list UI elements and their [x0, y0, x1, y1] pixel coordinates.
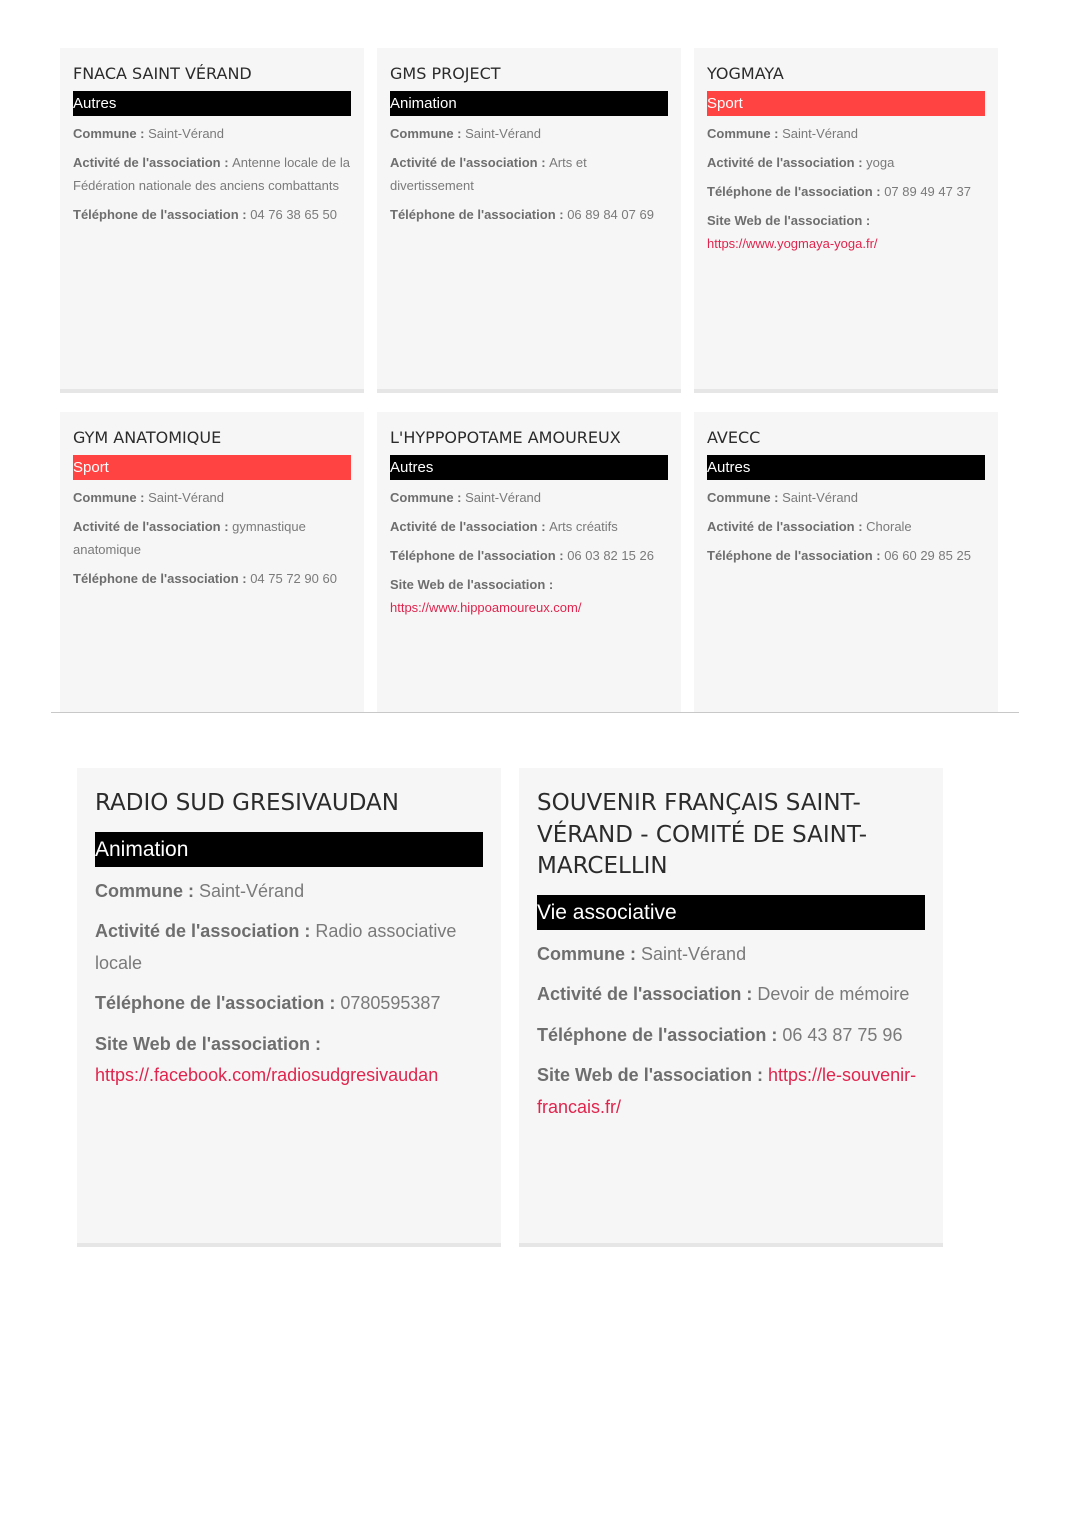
association-card — [77, 768, 501, 1247]
phone-field: Téléphone de l'association : 04 76 38 65 50 — [73, 207, 337, 222]
commune-field: Commune : Saint-Vérand — [95, 880, 305, 901]
category-badge: Vie associative — [537, 895, 925, 930]
phone-field: Téléphone de l'association : 06 89 84 07 69 — [390, 207, 654, 222]
association-title[interactable]: L'HYPPOPOTAME AMOUREUX — [390, 428, 621, 447]
category-badge: Sport — [73, 455, 351, 480]
association-card — [60, 412, 364, 712]
association-title[interactable]: AVECC — [707, 428, 761, 447]
association-card — [519, 768, 943, 1247]
activity-field: Activité de l'association : gymnastique anatomique — [73, 519, 306, 557]
association-title[interactable]: YOGMAYA — [707, 64, 784, 83]
association-card — [60, 48, 364, 393]
category-badge: Autres — [390, 455, 668, 480]
website-field: Site Web de l'association : https://le-souvenir-francais.fr/ — [537, 1065, 917, 1117]
activity-field: Activité de l'association : Arts et divertissement — [390, 155, 587, 193]
phone-field: Téléphone de l'association : 07 89 49 47 37 — [707, 184, 971, 199]
phone-field: Téléphone de l'association : 06 03 82 15 26 — [390, 548, 654, 563]
commune-field: Commune : Saint-Vérand — [537, 943, 747, 964]
association-title[interactable]: GYM ANATOMIQUE — [73, 428, 222, 447]
website-field: Site Web de l'association : https://www.hippoamoureux.com/ — [390, 577, 582, 615]
commune-field: Commune : Saint-Vérand — [390, 126, 542, 141]
website-field: Site Web de l'association : https://.facebook.com/radiosudgresivaudan — [95, 1033, 439, 1085]
commune-field: Commune : Saint-Vérand — [73, 126, 225, 141]
phone-field: Téléphone de l'association : 06 60 29 85 25 — [707, 548, 971, 563]
activity-field: Activité de l'association : Arts créatifs — [390, 519, 618, 534]
category-badge: Autres — [707, 455, 985, 480]
phone-field: Téléphone de l'association : 06 43 87 75 96 — [537, 1024, 903, 1045]
commune-field: Commune : Saint-Vérand — [73, 490, 225, 505]
website-link[interactable]: https://www.hippoamoureux.com/ — [390, 600, 582, 615]
category-badge: Autres — [73, 91, 351, 116]
website-field: Site Web de l'association : https://www.yogmaya-yoga.fr/ — [707, 213, 878, 251]
website-link[interactable]: https://.facebook.com/radiosudgresivaudan — [95, 1065, 439, 1085]
association-title[interactable]: SOUVENIR FRANÇAIS SAINT-VÉRAND - COMITÉ DE SAINT-MARCELLIN — [537, 790, 868, 879]
section-divider — [51, 712, 1019, 713]
association-card — [694, 412, 998, 712]
phone-field: Téléphone de l'association : 0780595387 — [95, 993, 441, 1013]
activity-field: Activité de l'association : Chorale — [707, 519, 912, 534]
association-card — [377, 412, 681, 712]
association-card — [377, 48, 681, 393]
commune-field: Commune : Saint-Vérand — [707, 126, 859, 141]
commune-field: Commune : Saint-Vérand — [707, 490, 859, 505]
association-title[interactable]: RADIO SUD GRESIVAUDAN — [95, 790, 399, 816]
website-link[interactable]: https://www.yogmaya-yoga.fr/ — [707, 236, 878, 251]
activity-field: Activité de l'association : Devoir de mémoire — [537, 984, 910, 1004]
activity-field: Activité de l'association : Antenne locale de la Fédération nationale des anciens combattants — [73, 155, 350, 193]
website-link[interactable]: https://le-souvenir-francais.fr/ — [537, 1065, 917, 1117]
association-card — [694, 48, 998, 393]
association-title[interactable]: GMS PROJECT — [390, 64, 501, 83]
association-title[interactable]: FNACA SAINT VÉRAND — [73, 64, 252, 83]
category-badge: Animation — [390, 91, 668, 116]
activity-field: Activité de l'association : Radio associative locale — [95, 921, 457, 973]
activity-field: Activité de l'association : yoga — [707, 155, 895, 170]
phone-field: Téléphone de l'association : 04 75 72 90 60 — [73, 571, 337, 586]
commune-field: Commune : Saint-Vérand — [390, 490, 542, 505]
category-badge: Sport — [707, 91, 985, 116]
category-badge: Animation — [95, 832, 483, 867]
